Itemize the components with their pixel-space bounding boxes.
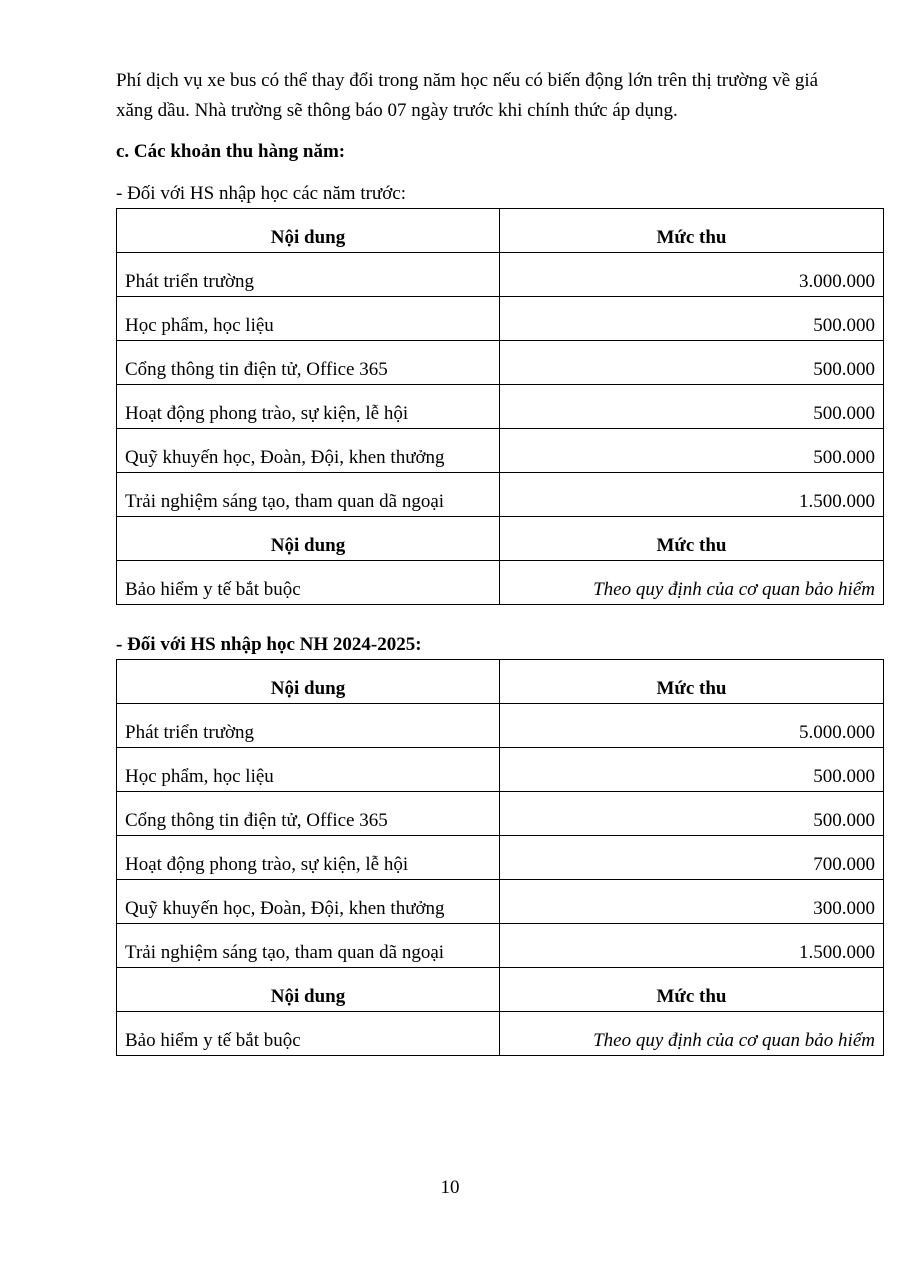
- row-content: Phát triển trường: [117, 704, 500, 748]
- row-fee: 5.000.000: [500, 704, 884, 748]
- table-row: [117, 297, 884, 341]
- row-fee: 300.000: [500, 880, 884, 924]
- column-header-content: Nội dung: [117, 517, 500, 561]
- table-header-row: [117, 517, 884, 561]
- row-content: Quỹ khuyến học, Đoàn, Đội, khen thưởng: [117, 429, 500, 473]
- row-fee-note: Theo quy định của cơ quan bảo hiểm: [500, 1012, 884, 1056]
- table1-caption: - Đối với HS nhập học các năm trước:: [116, 183, 406, 204]
- column-header-fee: Mức thu: [500, 517, 884, 561]
- column-header-content: Nội dung: [117, 209, 500, 253]
- row-content: Cổng thông tin điện tử, Office 365: [117, 792, 500, 836]
- table-row: [117, 748, 884, 792]
- row-content: Trải nghiệm sáng tạo, tham quan dã ngoại: [117, 924, 500, 968]
- row-content: Quỹ khuyến học, Đoàn, Đội, khen thưởng: [117, 880, 500, 924]
- table-header-row: [117, 209, 884, 253]
- row-fee: 500.000: [500, 341, 884, 385]
- row-content: Học phẩm, học liệu: [117, 297, 500, 341]
- table-row: [117, 792, 884, 836]
- row-fee: 500.000: [500, 297, 884, 341]
- row-fee: 500.000: [500, 748, 884, 792]
- table-row: [117, 704, 884, 748]
- row-fee: 500.000: [500, 792, 884, 836]
- intro-paragraph: [116, 66, 886, 126]
- page-number: 10: [440, 1177, 460, 1198]
- table-row: [117, 429, 884, 473]
- table-row: [117, 473, 884, 517]
- column-header-content: Nội dung: [117, 968, 500, 1012]
- table-row: [117, 836, 884, 880]
- row-content: Hoạt động phong trào, sự kiện, lễ hội: [117, 836, 500, 880]
- row-fee-note: Theo quy định của cơ quan bảo hiểm: [500, 561, 884, 605]
- row-fee: 1.500.000: [500, 473, 884, 517]
- row-fee: 700.000: [500, 836, 884, 880]
- table-row: [117, 561, 884, 605]
- fee-table-2024-2025: [116, 659, 884, 1056]
- column-header-fee: Mức thu: [500, 968, 884, 1012]
- column-header-fee: Mức thu: [500, 660, 884, 704]
- table-header-row: [117, 660, 884, 704]
- row-content: Học phẩm, học liệu: [117, 748, 500, 792]
- row-fee: 3.000.000: [500, 253, 884, 297]
- table-row: [117, 253, 884, 297]
- intro-line-2: xăng dầu. Nhà trường sẽ thông báo 07 ngày trước khi chính thức áp dụng.: [116, 100, 678, 121]
- row-fee: 1.500.000: [500, 924, 884, 968]
- table2-caption: - Đối với HS nhập học NH 2024-2025:: [116, 634, 422, 655]
- row-fee: 500.000: [500, 385, 884, 429]
- column-header-fee: Mức thu: [500, 209, 884, 253]
- row-content: Cổng thông tin điện tử, Office 365: [117, 341, 500, 385]
- row-content: Bảo hiểm y tế bắt buộc: [117, 1012, 500, 1056]
- table-row: [117, 1012, 884, 1056]
- row-content: Bảo hiểm y tế bắt buộc: [117, 561, 500, 605]
- section-heading: c. Các khoản thu hàng năm:: [116, 141, 346, 162]
- table-row: [117, 385, 884, 429]
- intro-line-1: Phí dịch vụ xe bus có thể thay đổi trong năm học nếu có biến động lớn trên thị trường về giá: [116, 70, 819, 91]
- row-content: Hoạt động phong trào, sự kiện, lễ hội: [117, 385, 500, 429]
- table-row: [117, 341, 884, 385]
- row-content: Phát triển trường: [117, 253, 500, 297]
- fee-table-previous-years: [116, 208, 884, 605]
- table-header-row: [117, 968, 884, 1012]
- table-row: [117, 924, 884, 968]
- table-row: [117, 880, 884, 924]
- row-content: Trải nghiệm sáng tạo, tham quan dã ngoại: [117, 473, 500, 517]
- column-header-content: Nội dung: [117, 660, 500, 704]
- row-fee: 500.000: [500, 429, 884, 473]
